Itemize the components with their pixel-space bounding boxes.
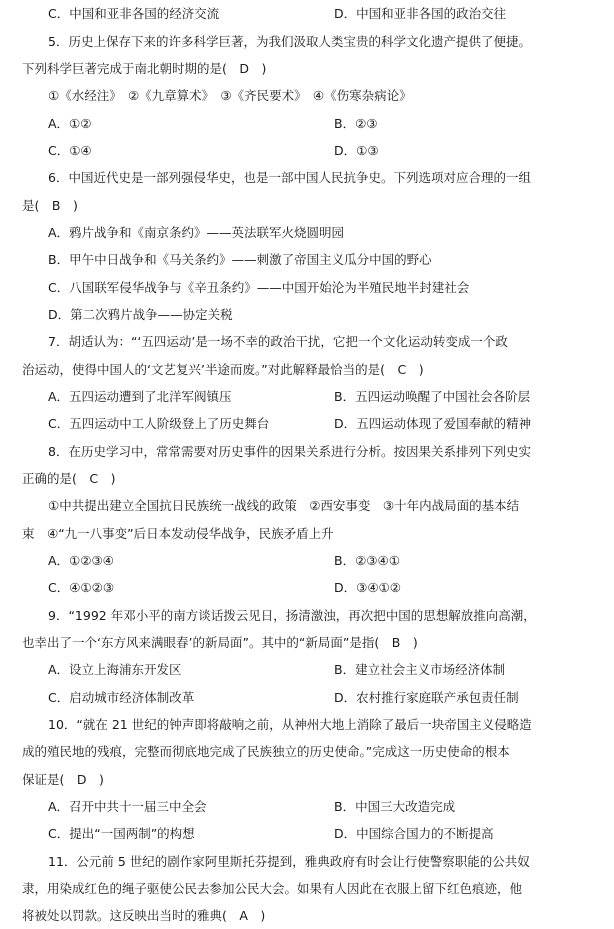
- option-text: C．提出“一国两制”的构想: [48, 826, 195, 841]
- line-text: 保证是( D ): [22, 772, 104, 787]
- line-text: 10．“就在 21 世纪的钟声即将敲响之前，从神州大地上消除了最后一块帝国主义侵略造: [48, 717, 532, 732]
- text-line: [0, 28, 614, 55]
- text-line: [0, 438, 614, 465]
- text-line: [0, 602, 614, 629]
- text-line: [0, 875, 614, 902]
- option-text: B．五四运动唤醒了中国社会各阶层: [334, 389, 531, 404]
- text-line: [0, 520, 614, 547]
- line-text: A．鸦片战争和《南京条约》——英法联军火烧圆明园: [48, 225, 345, 240]
- text-line: [0, 137, 614, 164]
- line-text: 束 ④“九一八事变”后日本发动侵华战争，民族矛盾上升: [22, 526, 334, 541]
- text-line: [0, 192, 614, 219]
- text-line: [0, 82, 614, 109]
- option-text: B．②③④①: [334, 553, 400, 568]
- text-line: [0, 164, 614, 191]
- line-text: 也幸出了一个‘东方风来满眼春’的新局面”。其中的“新局面”是指( B ): [22, 635, 418, 650]
- line-text: 正确的是( C ): [22, 471, 116, 486]
- option-text: D．中国和亚非各国的政治交往: [334, 6, 507, 21]
- line-text: 8．在历史学习中，常常需要对历史事件的因果关系进行分析。按因果关系排列下列史实: [48, 444, 531, 459]
- text-line: [0, 738, 614, 765]
- line-text: 6．中国近代史是一部列强侵华史，也是一部中国人民抗争史。下列选项对应合理的一组: [48, 170, 531, 185]
- line-text: 治运动，使得中国人的‘文艺复兴’半途而废。”对此解释最恰当的是( C ): [22, 362, 424, 377]
- text-line: [0, 848, 614, 875]
- line-text: 7．胡适认为：“‘五四运动’是一场不幸的政治干扰，它把一个文化运动转变成一个政: [48, 334, 508, 349]
- text-line: [0, 711, 614, 738]
- option-text: D．五四运动体现了爱国奉献的精神: [334, 416, 532, 431]
- line-text: 5．历史上保存下来的许多科学巨著，为我们汲取人类宝贵的科学文化遗产提供了便捷。: [48, 34, 531, 49]
- line-text: 是( B ): [22, 198, 78, 213]
- option-text: C．④①②③: [48, 580, 115, 595]
- option-text: C．中国和亚非各国的经济交流: [48, 6, 220, 21]
- option-text: C．五四运动中工人阶级登上了历史舞台: [48, 416, 270, 431]
- option-text: D．①③: [334, 143, 379, 158]
- text-line: [0, 301, 614, 328]
- text-line: [0, 547, 614, 574]
- option-text: A．召开中共十一届三中全会: [48, 799, 207, 814]
- line-text: C．八国联军侵华战争与《辛丑条约》——中国开始沦为半殖民地半封建社会: [48, 280, 470, 295]
- text-line: [0, 0, 614, 27]
- line-text: 隶，用染成红色的绳子驱使公民去参加公民大会。如果有人因此在衣服上留下红色痕迹，他: [22, 881, 523, 896]
- text-line: [0, 219, 614, 246]
- line-text: 下列科学巨著完成于南北朝时期的是( D ): [22, 61, 267, 76]
- line-text: ①《水经注》 ②《九章算术》 ③《齐民要术》 ④《伤寒杂病论》: [48, 88, 412, 103]
- option-text: B．②③: [334, 116, 378, 131]
- line-text: 将被处以罚款。这反映出当时的雅典( A ): [22, 908, 266, 923]
- text-line: [0, 55, 614, 82]
- text-line: [0, 492, 614, 519]
- text-line: [0, 465, 614, 492]
- text-line: [0, 246, 614, 273]
- line-text: 11．公元前 5 世纪的剧作家阿里斯托芬提到，雅典政府有时会让行使警察职能的公共奴: [48, 854, 530, 869]
- option-text: C．启动城市经济体制改革: [48, 690, 195, 705]
- text-line: [0, 328, 614, 355]
- text-line: [0, 274, 614, 301]
- option-text: D．农村推行家庭联产承包责任制: [334, 690, 519, 705]
- text-line: [0, 110, 614, 137]
- text-line: [0, 766, 614, 793]
- text-line: [0, 820, 614, 847]
- text-line: [0, 902, 614, 929]
- line-text: D．第二次鸦片战争——协定关税: [48, 307, 233, 322]
- text-line: [0, 574, 614, 601]
- text-line: [0, 629, 614, 656]
- option-text: A．①②: [48, 116, 92, 131]
- option-text: B．建立社会主义市场经济体制: [334, 662, 506, 677]
- line-text: B．甲午中日战争和《马关条约》——刺激了帝国主义瓜分中国的野心: [48, 252, 432, 267]
- text-line: [0, 793, 614, 820]
- option-text: D．中国综合国力的不断提高: [334, 826, 494, 841]
- text-line: [0, 656, 614, 683]
- option-text: A．五四运动遭到了北洋军阀镇压: [48, 389, 232, 404]
- option-text: C．①④: [48, 143, 92, 158]
- text-line: [0, 383, 614, 410]
- option-text: A．①②③④: [48, 553, 114, 568]
- line-text: 成的殖民地的残痕，完整而彻底地完成了民族独立的历史使命。”完成这一历史使命的根本: [22, 744, 510, 759]
- line-text: ①中共提出建立全国抗日民族统一战线的政策 ②西安事变 ③十年内战局面的基本结: [48, 498, 520, 513]
- option-text: B．中国三大改造完成: [334, 799, 456, 814]
- line-text: 9．“1992 年邓小平的南方谈话拨云见日，扬清激浊，再次把中国的思想解放推向高潮，: [48, 608, 536, 623]
- option-text: D．③④①②: [334, 580, 401, 595]
- option-text: A．设立上海浦东开发区: [48, 662, 182, 677]
- text-line: [0, 684, 614, 711]
- text-line: [0, 356, 614, 383]
- text-line: [0, 410, 614, 437]
